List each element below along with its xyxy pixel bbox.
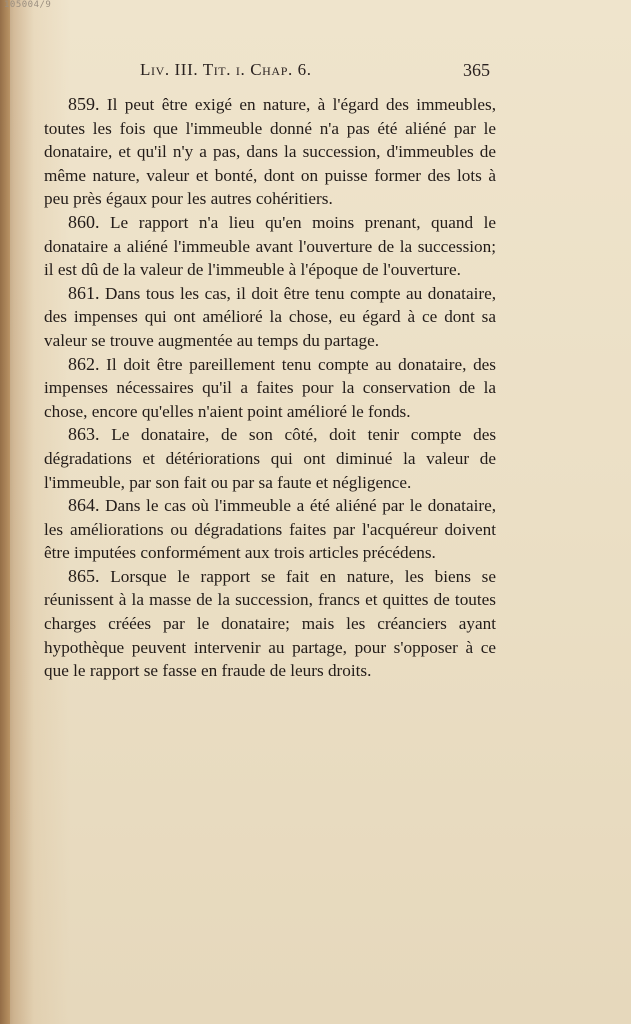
running-title: Liv. III. Tit. i. Chap. 6.: [140, 60, 312, 79]
article-860: [44, 211, 496, 282]
article-text: Dans tous les cas, il doit être tenu compte au donataire, des impenses qui ont amélioré la chose, eu égard à ce dont sa valeur se trouve augmentée au temps du partage.: [44, 283, 496, 350]
article-number: 865.: [68, 565, 100, 586]
article-text: Il peut être exigé en nature, à l'égard des immeubles, toutes les fois que l'immeuble donné n'a pas été aliéné par le donataire, et qu'il n'y a pas, dans la succession, d'immeubles de même nature, valeur et bonté, dont on puisse former des lots à peu près égaux pour les autres cohéritiers.: [44, 95, 497, 209]
article-863: [44, 423, 496, 494]
article-864: [44, 494, 496, 565]
article-text: Il doit être pareillement tenu compte au donataire, des impenses nécessaires qu'il a faites pour la conservation de la chose, encore qu'elles n'aient point amélioré le fonds.: [44, 354, 496, 421]
page-header: [140, 60, 490, 86]
article-number: 859.: [68, 94, 100, 114]
library-stamp: 105004/9: [4, 0, 52, 10]
article-body: [44, 93, 496, 683]
article-861: [44, 282, 496, 353]
article-text: Dans le cas où l'immeuble a été aliéné par le donataire, les améliorations ou dégradations faites par l'acquéreur doivent être imputées conformément aux trois articles précédens.: [44, 496, 497, 563]
article-number: 860.: [68, 211, 100, 232]
article-862: [44, 353, 496, 424]
article-859: [44, 93, 496, 211]
page-number: 365: [463, 60, 490, 80]
article-text: Le rapport n'a lieu qu'en moins prenant, quand le donataire a aliéné l'immeuble avant l'ouverture de la succession; il est dû de la valeur de l'immeuble à l'époque de l'ouverture.: [44, 212, 497, 280]
article-number: 864.: [68, 495, 100, 516]
article-865: [44, 565, 496, 683]
article-number: 861.: [68, 282, 100, 303]
page-binding-edge: [0, 0, 10, 1024]
article-text: Lorsque le rapport se fait en nature, les biens se réunissent à la masse de la succession, francs et quittes de toutes charges créées par le donataire; mais les créanciers ayant hypothèque peuvent intervenir au partage, pour s'opposer à ce que le rapport se fasse en fraude de leurs droits.: [44, 566, 497, 681]
article-number: 863.: [68, 424, 100, 445]
article-number: 862.: [68, 353, 100, 374]
article-text: Le donataire, de son côté, doit tenir compte des dégradations et détériorations qui ont diminué la valeur de l'immeuble, par son fait ou par sa faute et négligence.: [44, 425, 497, 492]
